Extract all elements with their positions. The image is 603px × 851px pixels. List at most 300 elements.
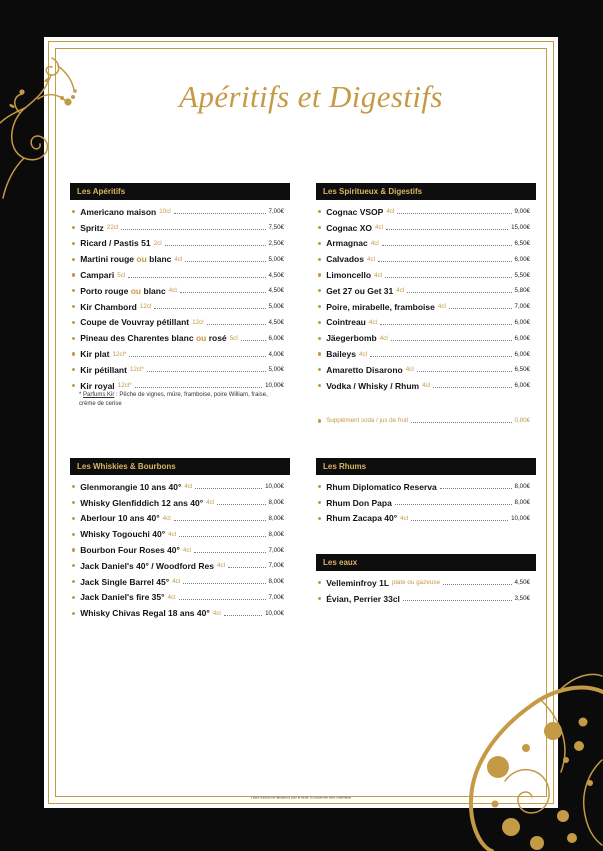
flourish-curve <box>584 760 602 845</box>
item-name <box>80 592 164 602</box>
menu-item <box>70 558 290 574</box>
dotted-leader <box>385 277 511 278</box>
item-volume: 4cl <box>168 530 177 538</box>
bullet-dot <box>318 258 321 261</box>
dotted-leader <box>217 504 265 505</box>
item-name-text: Martini rouge <box>80 254 135 265</box>
bullet-dot <box>72 501 75 504</box>
item-volume: 4cl <box>368 318 377 326</box>
bullet-dot <box>318 581 321 584</box>
item-price: 3,50€ <box>514 595 530 603</box>
item-name-text: Jack Daniel's 40° / Woodford Res <box>80 560 214 571</box>
item-volume: 4cl <box>437 303 446 311</box>
dotted-leader <box>228 567 266 568</box>
item-volume: 2cl <box>153 239 162 247</box>
item-name-text: Get 27 ou Get 31 <box>326 285 394 296</box>
gold-dot <box>563 757 569 763</box>
item-name-text: Baileys <box>326 349 356 360</box>
item-name-text: Vodka / Whisky / Rhum <box>326 380 420 391</box>
item-name <box>326 317 366 327</box>
menu-item <box>316 479 536 495</box>
item-name-text: Cognac VSOP <box>326 206 384 217</box>
item-volume: 4cl <box>405 366 414 374</box>
section-heading-whiskies: Les Whiskies & Bourbons <box>70 458 290 475</box>
item-name-text: Aberlour 10 ans 40° <box>80 513 160 524</box>
item-name <box>80 333 226 343</box>
note-text: : Pêche de vignes, mûre, framboise, poire William, fraise, crème de cerise <box>79 391 268 408</box>
item-price: 6,00€ <box>514 382 530 390</box>
bullet-dot <box>318 337 321 340</box>
section-heading-rhums: Les Rhums <box>316 458 536 475</box>
menu-item <box>70 204 290 220</box>
dotted-leader <box>370 356 511 357</box>
section-whiskies <box>70 458 290 621</box>
item-name <box>80 270 114 280</box>
item-name-text: Whisky Chivas Regal 18 ans 40° <box>80 608 210 619</box>
item-name <box>80 302 137 312</box>
menu-item <box>70 590 290 606</box>
menu-item <box>70 236 290 252</box>
item-volume: 22cl <box>106 224 119 232</box>
dotted-leader <box>128 277 265 278</box>
item-price: 4,50€ <box>514 579 530 587</box>
section-heading-eaux: Les eaux <box>316 554 536 571</box>
bullet-dot <box>72 596 75 599</box>
menu-item <box>316 236 536 252</box>
item-name-text: Kir royal <box>80 380 115 391</box>
item-price: 6,00€ <box>268 334 284 342</box>
dotted-leader <box>121 229 265 230</box>
footer-warning <box>0 786 603 800</box>
item-list-spiritueux <box>316 204 536 394</box>
menu-item <box>316 204 536 220</box>
item-name-text: Rhum Don Papa <box>326 497 392 508</box>
item-price: 7,00€ <box>268 546 284 554</box>
item-name <box>80 482 181 492</box>
menu-item <box>316 315 536 331</box>
dotted-leader <box>386 229 508 230</box>
item-volume: 4cl <box>184 483 193 491</box>
dotted-leader <box>443 584 512 585</box>
item-volume: 4cl <box>375 224 384 232</box>
menu-item <box>70 299 290 315</box>
supplement-label: Supplément soda / jus de fruit <box>326 417 409 425</box>
section-rhums <box>316 458 536 526</box>
menu-item <box>316 299 536 315</box>
item-name-text: Velleminfroy 1L <box>326 577 390 588</box>
item-conjunction: ou <box>136 254 147 265</box>
bullet-dot <box>72 337 75 340</box>
footer-warning-text: L'abus d'alcool est dangereux pour la santé, à consommer avec modération. <box>250 796 353 800</box>
flourish-curve <box>560 674 602 690</box>
item-volume: 4cl <box>182 546 191 554</box>
item-volume: 12cl* <box>112 350 127 358</box>
bullet-dot <box>318 597 321 600</box>
menu-item <box>316 362 536 378</box>
item-name <box>326 223 372 233</box>
item-volume: 4cl <box>370 239 379 247</box>
item-conjunction: ou <box>195 333 207 344</box>
item-name <box>80 223 104 233</box>
item-name-text: Pineau des Charentes blanc <box>80 333 194 344</box>
dotted-leader <box>129 356 265 357</box>
bullet-dot <box>318 321 321 324</box>
item-name-text: Jäegerbomb <box>326 333 377 344</box>
item-volume: 12cl <box>139 303 152 311</box>
gold-dot <box>557 810 569 822</box>
bullet-dot <box>318 210 321 213</box>
item-conjunction: ou <box>130 285 142 296</box>
item-name <box>80 317 189 327</box>
item-name <box>80 254 171 264</box>
bullet-dot <box>318 501 321 504</box>
note-marker: * <box>79 391 82 398</box>
item-name-text: Glenmorangie 10 ans 40° <box>80 481 182 492</box>
dotted-leader <box>183 583 265 584</box>
item-name <box>80 365 127 375</box>
flourish-tail <box>3 158 24 198</box>
item-volume: 4cl <box>379 334 388 342</box>
item-name <box>326 513 397 523</box>
section-heading-spiritueux: Les Spiritueux & Digestifs <box>316 183 536 200</box>
menu-item <box>70 495 290 511</box>
item-name <box>80 498 203 508</box>
gold-dot <box>567 833 577 843</box>
item-volume: 4cl <box>172 578 181 586</box>
item-name <box>80 577 169 587</box>
item-price: 8,00€ <box>268 499 284 507</box>
menu-item <box>70 574 290 590</box>
item-volume: 12cl* <box>117 382 132 390</box>
section-spiritueux <box>316 183 536 429</box>
menu-item <box>316 251 536 267</box>
item-price: 8,00€ <box>268 578 284 586</box>
item-name <box>80 381 115 391</box>
item-name <box>326 238 368 248</box>
menu-item <box>70 346 290 362</box>
item-name-text: Rhum Zacapa 40° <box>326 513 398 524</box>
dotted-leader <box>417 371 512 372</box>
item-name-end: blanc <box>149 254 172 265</box>
bullet-dot <box>72 517 75 520</box>
menu-item <box>70 330 290 346</box>
gold-dot <box>530 836 544 850</box>
item-volume: 4cl <box>400 514 409 522</box>
item-name <box>80 513 159 523</box>
menu-item <box>316 346 536 362</box>
item-price: 6,50€ <box>514 366 530 374</box>
item-name-text: Jack Single Barrel 45° <box>80 576 170 587</box>
item-name-text: Évian, Perrier 33cl <box>326 593 400 604</box>
item-name <box>326 207 383 217</box>
item-volume: 10cl <box>159 208 171 216</box>
item-name-text: Jack Daniel's fire 35° <box>80 592 165 603</box>
item-volume: 5cl <box>229 334 238 342</box>
item-name <box>80 207 156 217</box>
kir-flavours-note <box>70 391 278 410</box>
dotted-leader <box>207 324 266 325</box>
item-price: 7,50€ <box>268 224 284 232</box>
item-list-eaux <box>316 575 536 607</box>
dotted-leader <box>241 340 266 341</box>
item-name <box>326 286 393 296</box>
item-price: 5,00€ <box>268 366 284 374</box>
bullet-dot <box>72 321 75 324</box>
dotted-leader <box>433 387 511 388</box>
dotted-leader <box>440 488 512 489</box>
note-label: Parfums Kir <box>83 391 115 398</box>
bullet-dot <box>72 289 75 292</box>
supplement-row <box>316 413 536 429</box>
bullet-dot <box>318 517 321 520</box>
item-name-text: Cognac XO <box>326 222 372 233</box>
item-name <box>80 238 150 248</box>
item-name <box>326 349 356 359</box>
item-name <box>80 608 210 618</box>
item-price: 2,50€ <box>268 239 284 247</box>
dotted-leader <box>195 488 262 489</box>
item-name-text: Kir Chambord <box>80 301 137 312</box>
item-name-text: Amaretto Disarono <box>326 364 403 375</box>
dotted-leader <box>449 308 512 309</box>
item-price: 4,00€ <box>268 350 284 358</box>
item-name-text: Rhum Diplomatico Reserva <box>326 481 437 492</box>
menu-item <box>70 511 290 527</box>
bullet-dot <box>318 289 321 292</box>
item-name-text: Cointreau <box>326 317 366 328</box>
item-price: 15,00€ <box>511 224 530 232</box>
item-price: 10,00€ <box>265 609 284 617</box>
menu-item <box>316 575 536 591</box>
item-volume: 4cl <box>396 287 405 295</box>
section-heading-aperitifs: Les Apéritifs <box>70 183 290 200</box>
bullet-dot <box>72 368 75 371</box>
gold-dot <box>579 718 588 727</box>
item-volume: 4cl <box>206 499 215 507</box>
dotted-leader <box>224 615 262 616</box>
item-name <box>326 578 389 588</box>
item-price: 5,80€ <box>514 287 530 295</box>
item-name <box>326 594 400 604</box>
item-name-end: rosé <box>208 333 227 344</box>
item-name <box>80 545 180 555</box>
section-aperitifs <box>70 183 290 410</box>
item-volume: 4cl <box>168 287 177 295</box>
item-volume: 4cl <box>212 609 221 617</box>
item-name-text: Porto rouge <box>80 285 129 296</box>
item-price: 4,50€ <box>268 318 284 326</box>
item-price: 7,00€ <box>268 562 284 570</box>
dotted-leader <box>185 261 265 262</box>
item-price: 8,00€ <box>268 514 284 522</box>
item-price: 8,00€ <box>268 530 284 538</box>
item-volume: 4cl <box>374 271 383 279</box>
item-price: 5,00€ <box>268 303 284 311</box>
item-name <box>80 529 165 539</box>
bullet-dot <box>318 368 321 371</box>
bullet-dot <box>318 305 321 308</box>
page-title: Apéritifs et Digestifs <box>179 79 443 114</box>
dotted-leader <box>395 504 512 505</box>
item-price: 4,50€ <box>268 287 284 295</box>
item-price: 8,00€ <box>514 499 530 507</box>
dotted-leader <box>165 245 266 246</box>
section-eaux <box>316 554 536 607</box>
bullet-dot <box>72 612 75 615</box>
item-price: 6,00€ <box>514 255 530 263</box>
item-volume: 4cl <box>162 514 171 522</box>
item-volume: 4cl <box>422 382 431 390</box>
bullet-dot <box>72 384 75 387</box>
item-name-text: Armagnac <box>326 238 368 249</box>
item-name <box>326 254 364 264</box>
bullet-dot <box>72 485 75 488</box>
bullet-dot <box>72 548 75 551</box>
dotted-leader <box>407 292 511 293</box>
item-name <box>326 498 392 508</box>
menu-item <box>70 526 290 542</box>
dotted-leader <box>382 245 512 246</box>
item-volume: 4cl <box>366 255 376 263</box>
bullet-dot <box>318 419 321 422</box>
item-price: 6,00€ <box>514 318 530 326</box>
flourish-leaf <box>9 103 16 108</box>
bullet-dot <box>318 384 321 387</box>
bullet-dot <box>72 210 75 213</box>
item-list-rhums <box>316 479 536 526</box>
bullet-dot <box>72 533 75 536</box>
item-name <box>326 482 437 492</box>
menu-item <box>70 251 290 267</box>
item-price: 5,00€ <box>268 255 284 263</box>
menu-item <box>70 479 290 495</box>
item-price: 6,00€ <box>514 334 530 342</box>
item-volume: 12cl* <box>129 366 144 374</box>
item-name <box>80 286 166 296</box>
item-volume: 5cl <box>117 271 126 279</box>
item-name-text: Poire, mirabelle, framboise <box>326 301 435 312</box>
bullet-dot <box>72 580 75 583</box>
item-name-text: Whisky Glenfiddich 12 ans 40° <box>80 497 204 508</box>
bullet-dot <box>72 226 75 229</box>
dotted-leader <box>179 536 265 537</box>
menu-item <box>70 605 290 621</box>
bullet-dot <box>318 242 321 245</box>
bullet-dot <box>72 305 75 308</box>
item-name <box>80 561 214 571</box>
item-name <box>326 333 377 343</box>
bullet-dot <box>72 273 75 276</box>
item-name-text: Calvados <box>326 254 364 265</box>
item-price: 10,00€ <box>511 514 530 522</box>
menu-item <box>316 330 536 346</box>
item-name-text: Coupe de Vouvray pétillant <box>80 317 190 328</box>
item-price: 9,00€ <box>514 208 530 216</box>
item-volume: plate ou gazeuse <box>392 579 440 587</box>
gold-dot <box>574 741 584 751</box>
item-price: 5,50€ <box>514 271 530 279</box>
dotted-leader <box>174 520 266 521</box>
item-price: 6,00€ <box>514 350 530 358</box>
item-name-text: Americano maison <box>80 206 157 217</box>
menu-item <box>316 495 536 511</box>
item-volume: 4cl <box>386 208 395 216</box>
item-volume: 4cl <box>358 350 368 358</box>
item-volume: 4cl <box>167 593 176 601</box>
item-price: 7,00€ <box>514 303 530 311</box>
dotted-leader <box>147 371 266 372</box>
bullet-dot <box>318 352 321 355</box>
item-name-text: Whisky Togouchi 40° <box>80 529 166 540</box>
item-price: 7,00€ <box>268 593 284 601</box>
item-price: 4,50€ <box>268 271 284 279</box>
item-name <box>326 381 419 391</box>
item-volume: 4cl <box>216 562 226 570</box>
item-list-aperitifs <box>70 204 290 394</box>
bullet-dot <box>318 485 321 488</box>
item-list-whiskies <box>70 479 290 621</box>
item-name <box>80 349 109 359</box>
supplement-price: 0,80€ <box>514 417 530 425</box>
menu-item <box>316 511 536 527</box>
bullet-dot <box>72 352 75 355</box>
menu-item <box>70 283 290 299</box>
dotted-leader <box>411 422 511 423</box>
item-price: 8,00€ <box>514 483 530 491</box>
menu-item <box>316 591 536 607</box>
item-name-text: Campari <box>80 270 115 281</box>
dotted-leader <box>391 340 512 341</box>
dotted-leader <box>135 387 262 388</box>
dotted-leader <box>380 324 512 325</box>
gold-dot <box>502 818 520 836</box>
dotted-leader <box>194 552 266 553</box>
menu-item <box>316 378 536 394</box>
dotted-leader <box>378 261 511 262</box>
item-price: 10,00€ <box>265 382 284 390</box>
menu-item <box>70 315 290 331</box>
dotted-leader <box>154 308 265 309</box>
item-price: 7,00€ <box>268 208 284 216</box>
dotted-leader <box>179 599 266 600</box>
item-volume: 4cl <box>174 255 183 263</box>
item-name-text: Spritz <box>80 222 104 233</box>
bullet-dot <box>72 242 75 245</box>
dotted-leader <box>411 520 508 521</box>
item-price: 10,00€ <box>265 483 284 491</box>
dotted-leader <box>180 292 266 293</box>
item-name <box>326 270 371 280</box>
menu-item <box>70 267 290 283</box>
bullet-dot <box>318 226 321 229</box>
menu-item <box>70 542 290 558</box>
item-name-text: Kir plat <box>80 349 110 360</box>
dotted-leader <box>397 213 511 214</box>
bullet-dot <box>72 258 75 261</box>
menu-item <box>316 220 536 236</box>
dotted-leader <box>174 213 266 214</box>
menu-item <box>70 220 290 236</box>
dotted-leader <box>403 600 512 601</box>
menu-item <box>316 267 536 283</box>
bullet-dot <box>72 564 75 567</box>
item-name-text: Ricard / Pastis 51 <box>80 238 151 249</box>
menu-item <box>70 362 290 378</box>
menu-item <box>316 283 536 299</box>
item-name <box>326 302 435 312</box>
item-name-text: Limoncello <box>326 270 372 281</box>
item-name-text: Bourbon Four Roses 40° <box>80 545 180 556</box>
